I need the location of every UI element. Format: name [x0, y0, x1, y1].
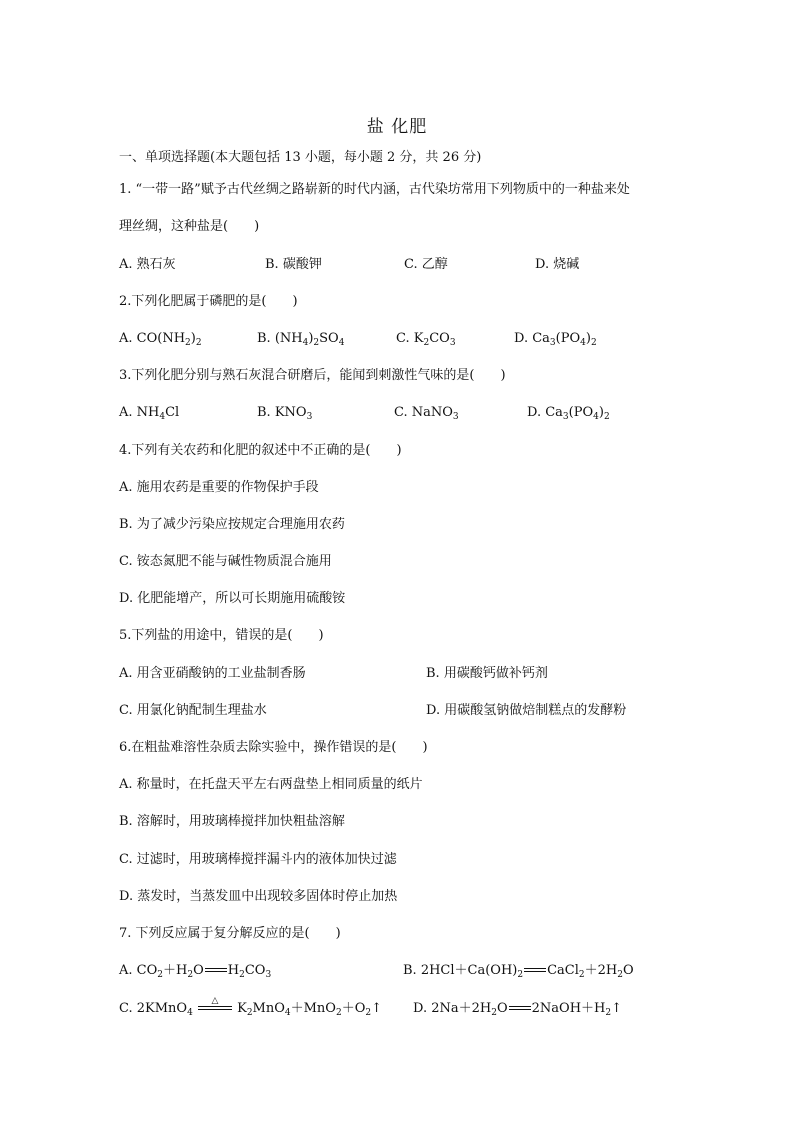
equals-sign [205, 967, 227, 975]
equals-sign [509, 1005, 531, 1013]
q6-option-d: D. 蒸发时，当蒸发皿中出现较多固体时停止加热 [119, 889, 398, 904]
q3-option-d: D. $Ca_3(PO_4)_2$ [527, 405, 610, 422]
q2-option-c: C. $K_2CO_3$ [396, 331, 456, 348]
q2-option-d: D. $Ca_3(PO_4)_2$ [514, 331, 597, 348]
page-title: 盐 化肥 [366, 117, 428, 137]
q1-option-d: D. 烧碱 [535, 257, 580, 272]
q5-option-b: B. 用碳酸钙做补钙剂 [426, 666, 548, 681]
equals-sign [524, 967, 546, 975]
q2-option-a: A. $CO(NH_2)_2$ [119, 331, 202, 348]
q3-option-b: B. $KNO_3$ [257, 405, 313, 422]
q3-option-a: A. $NH_4Cl$ [119, 405, 180, 422]
q3-option-c: C. NaNO$_3$ [394, 405, 459, 422]
q6-option-b: B. 溶解时，用玻璃棒搅拌加快粗盐溶解 [119, 814, 345, 829]
heat-reaction-sign [198, 995, 232, 1013]
q1-option-c: C. 乙醇 [404, 257, 448, 272]
q1-stem-line2: 理丝绸，这种盐是( ) [119, 219, 260, 234]
q6-option-c: C. 过滤时，用玻璃棒搅拌漏斗内的液体加快过滤 [119, 852, 397, 867]
q4-option-b: B. 为了减少污染应按规定合理施用农药 [119, 517, 345, 532]
q1-option-a: A. 熟石灰 [119, 257, 176, 272]
q4-option-c: C. 铵态氮肥不能与碱性物质混合施用 [119, 554, 332, 569]
q7-stem: 7. 下列反应属于复分解反应的是( ) [119, 926, 341, 941]
q7-option-a: A. $CO_2+H_2O$ $H_2CO_3$ [119, 963, 272, 980]
q2-stem: 2.下列化肥属于磷肥的是( ) [119, 294, 298, 309]
q7-option-c: C. 2KMnO$_4$ △ $K_2MnO_4+MnO_2+O_2↑$ [119, 1001, 382, 1017]
heat-triangle-icon: △ [211, 995, 219, 1006]
q7-option-b: B. $2HCl+Ca(OH)_2$ $CaCl_2+2H_2O$ [403, 963, 634, 980]
q4-stem: 4.下列有关农药和化肥的叙述中不正确的是( ) [119, 443, 402, 458]
q1-option-b: B. 碳酸钾 [265, 257, 322, 272]
q1-stem-line1: 1. “一带一路”赋予古代丝绸之路崭新的时代内涵，古代染坊常用下列物质中的一种盐来处 [119, 182, 630, 197]
q4-option-d: D. 化肥能增产，所以可长期施用硫酸铵 [119, 591, 346, 606]
q7-option-d: D. $2Na+2H_2O$ $2NaOH+H_2↑$ [413, 1001, 623, 1018]
q5-option-c: C. 用氯化钠配制生理盐水 [119, 703, 267, 718]
q6-option-a: A. 称量时，在托盘天平左右两盘垫上相同质量的纸片 [119, 777, 423, 792]
q5-option-a: A. 用含亚硝酸钠的工业盐制香肠 [119, 666, 306, 681]
section-heading: 一、单项选择题(本大题包括 13 小题，每小题 2 分，共 26 分) [119, 150, 482, 165]
q5-stem: 5.下列盐的用途中，错误的是( ) [119, 628, 324, 643]
q2-option-b: B. $(NH_4)_2SO_4$ [257, 331, 345, 348]
q5-option-d: D. 用碳酸氢钠做焙制糕点的发酵粉 [426, 703, 627, 718]
q3-stem: 3.下列化肥分别与熟石灰混合研磨后，能闻到刺激性气味的是( ) [119, 368, 506, 383]
q4-option-a: A. 施用农药是重要的作物保护手段 [119, 480, 319, 495]
q6-stem: 6.在粗盐难溶性杂质去除实验中，操作错误的是( ) [119, 740, 428, 755]
